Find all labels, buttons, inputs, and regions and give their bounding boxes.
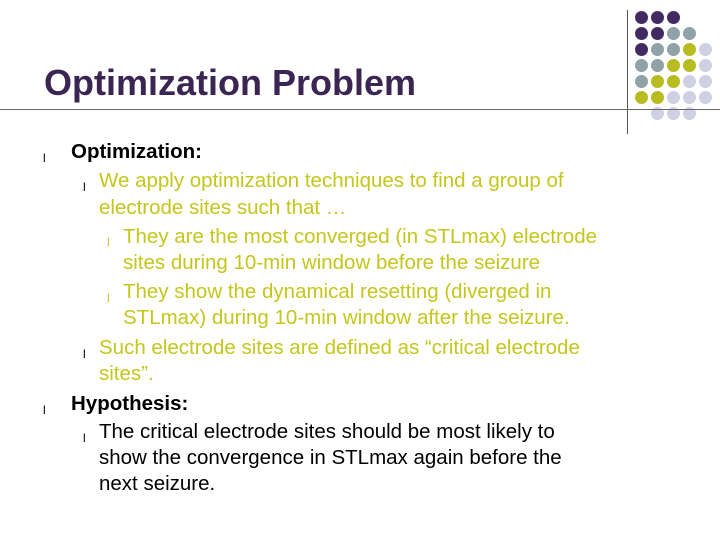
bullet-text: They show the dynamical resetting (diverged in — [123, 280, 552, 303]
decorative-dot — [651, 27, 664, 40]
bullet-icon: l — [83, 180, 86, 194]
bullet-text-continued: electrode sites such that … — [99, 196, 347, 219]
decorative-dot — [635, 91, 648, 104]
bullet-text-continued: show the convergence in STLmax again before the — [99, 446, 562, 469]
decorative-vertical-rule — [627, 10, 628, 134]
bullet-text: They are the most converged (in STLmax) electrode — [123, 225, 597, 248]
bullet-icon: l — [43, 403, 46, 417]
decorative-dot — [635, 43, 648, 56]
bullet-heading-optimization: Optimization: — [71, 140, 202, 163]
decorative-dot — [667, 75, 680, 88]
decorative-dot — [651, 59, 664, 72]
bullet-icon: l — [107, 291, 110, 305]
bullet-text: We apply optimization techniques to find a group of — [99, 169, 564, 192]
decorative-dot — [699, 43, 712, 56]
decorative-dot — [699, 59, 712, 72]
decorative-dot — [651, 11, 664, 24]
decorative-dot — [699, 91, 712, 104]
decorative-dot — [667, 91, 680, 104]
bullet-text-continued: STLmax) during 10-min window after the seizure. — [123, 306, 570, 329]
decorative-dot — [699, 75, 712, 88]
bullet-text: The critical electrode sites should be most likely to — [99, 420, 555, 443]
decorative-dot — [683, 91, 696, 104]
decorative-dot — [635, 27, 648, 40]
bullet-icon: l — [83, 431, 86, 445]
bullet-icon: l — [43, 151, 46, 165]
decorative-dot — [635, 75, 648, 88]
decorative-dot — [667, 11, 680, 24]
bullet-icon: l — [107, 235, 110, 249]
decorative-dot — [651, 43, 664, 56]
decorative-dot — [651, 91, 664, 104]
bullet-text-continued: next seizure. — [99, 472, 216, 495]
decorative-dot — [683, 43, 696, 56]
decorative-dot — [667, 59, 680, 72]
bullet-icon: l — [83, 347, 86, 361]
decorative-dot — [651, 75, 664, 88]
slide-title: Optimization Problem — [44, 62, 417, 103]
decorative-dot — [683, 59, 696, 72]
bullet-text-continued: sites”. — [99, 362, 154, 385]
bullet-text-continued: sites during 10-min window before the seizure — [123, 251, 541, 274]
decorative-dot — [667, 27, 680, 40]
decorative-dot — [683, 27, 696, 40]
decorative-dot — [667, 43, 680, 56]
title-underline-rule — [0, 109, 720, 110]
decorative-dot — [635, 59, 648, 72]
bullet-text: Such electrode sites are defined as “critical electrode — [99, 336, 580, 359]
decorative-dot — [635, 11, 648, 24]
bullet-heading-hypothesis: Hypothesis: — [71, 392, 189, 415]
decorative-dot — [683, 75, 696, 88]
